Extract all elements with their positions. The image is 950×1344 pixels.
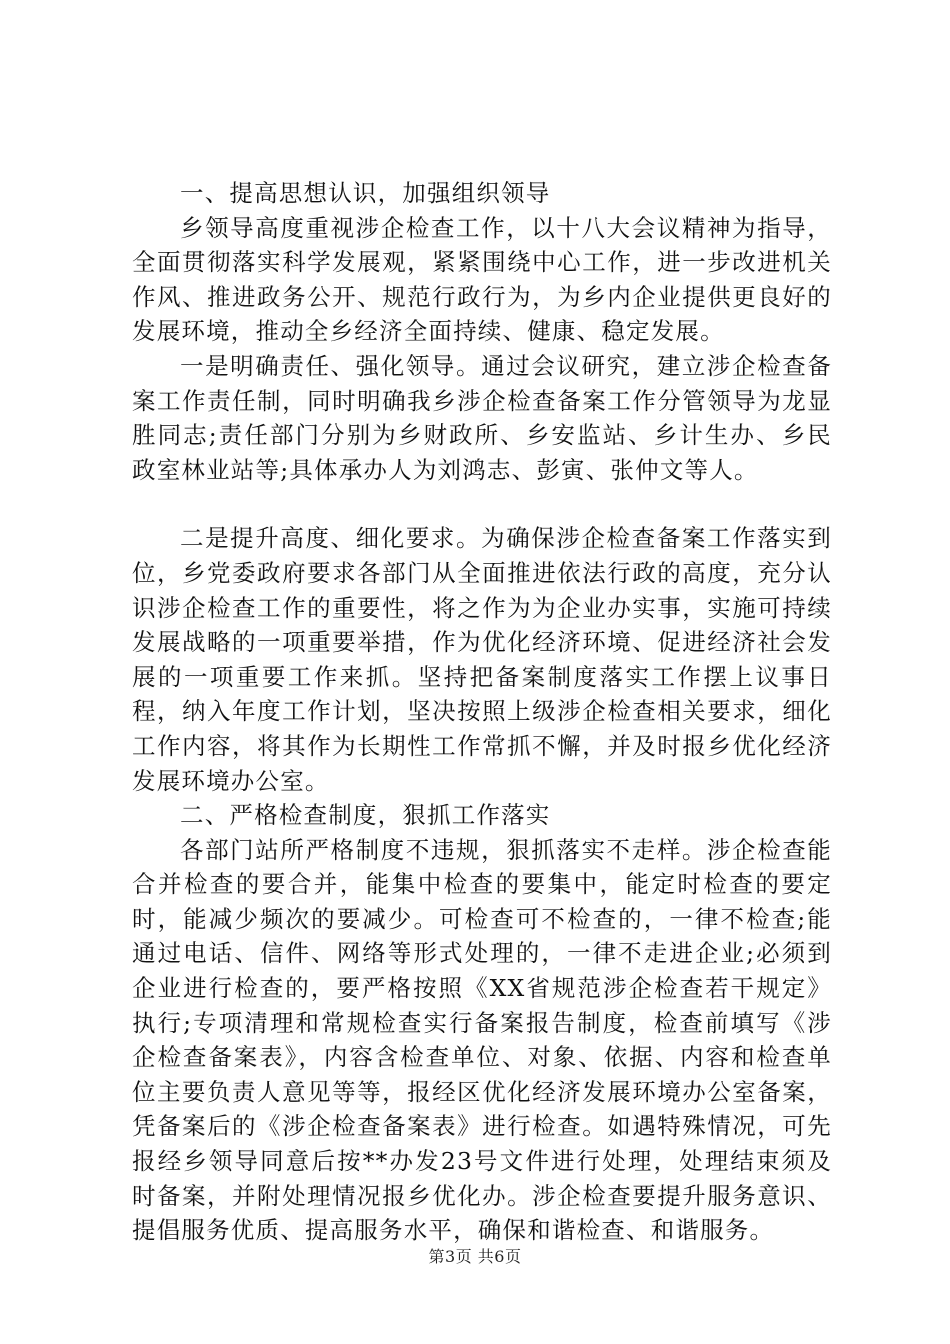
section-heading-2: 二、严格检查制度，狠抓工作落实: [180, 801, 551, 830]
section-heading-1: 一、提高思想认识，加强组织领导: [180, 179, 551, 207]
paragraph: 二是提升高度、细化要求。为确保涉企检查备案工作落实到位，乡党委政府要求各部门从全面推进依法行政的高度，充分认识涉企检查工作的重要性，将之作为为企业办实事，实施可持续发展战略的一项重要举措，作为优化经济环境、促进经济社会发展的一项重要工作来抓。坚持把备案制度落实工作摆上议事日程，纳入年度工作计划，坚决按照上级涉企检查相关要求，细化工作内容，将其作为长期性工作常抓不懈，并及时报乡优化经济发展环境办公室。: [132, 524, 832, 795]
paragraph: 各部门站所严格制度不违规，狠抓落实不走样。涉企检查能合并检查的要合并，能集中检查的要集中，能定时检查的要定时，能减少频次的要减少。可检查可不检查的，一律不检查;能通过电话、信件、网络等形式处理的，一律不走进企业;必须到企业进行检查的，要严格按照《XX省规范涉企检查若干规定》执行;专项清理和常规检查实行备案报告制度，检查前填写《涉企检查备案表》，内容含检查单位、对象、依据、内容和检查单位主要负责人意见等等，报经区优化经济发展环境办公室备案，凭备案后的《涉企检查备案表》进行检查。如遇特殊情况，可先报经乡领导同意后按**办发23号文件进行处理，处理结束须及时备案，并附处理情况报乡优化办。涉企检查要提升服务意识、提倡服务优质、提高服务水平，确保和谐检查、和谐服务。: [132, 835, 832, 1245]
paragraph: 一是明确责任、强化领导。通过会议研究，建立涉企检查备案工作责任制，同时明确我乡涉企检查备案工作分管领导为龙显胜同志;责任部门分别为乡财政所、乡安监站、乡计生办、乡民政室林业站等;具体承办人为刘鸿志、彭寅、张仲文等人。: [132, 351, 832, 484]
paragraph: 乡领导高度重视涉企检查工作，以十八大会议精神为指导，全面贯彻落实科学发展观，紧紧围绕中心工作，进一步改进机关作风、推进政务公开、规范行政行为，为乡内企业提供更良好的发展环境，推动全乡经济全面持续、健康、稳定发展。: [132, 213, 832, 346]
document-body: [132, 176, 832, 1248]
paragraph-spacer: [132, 487, 832, 521]
page-number-footer: 第3页 共6页: [428, 1247, 522, 1266]
